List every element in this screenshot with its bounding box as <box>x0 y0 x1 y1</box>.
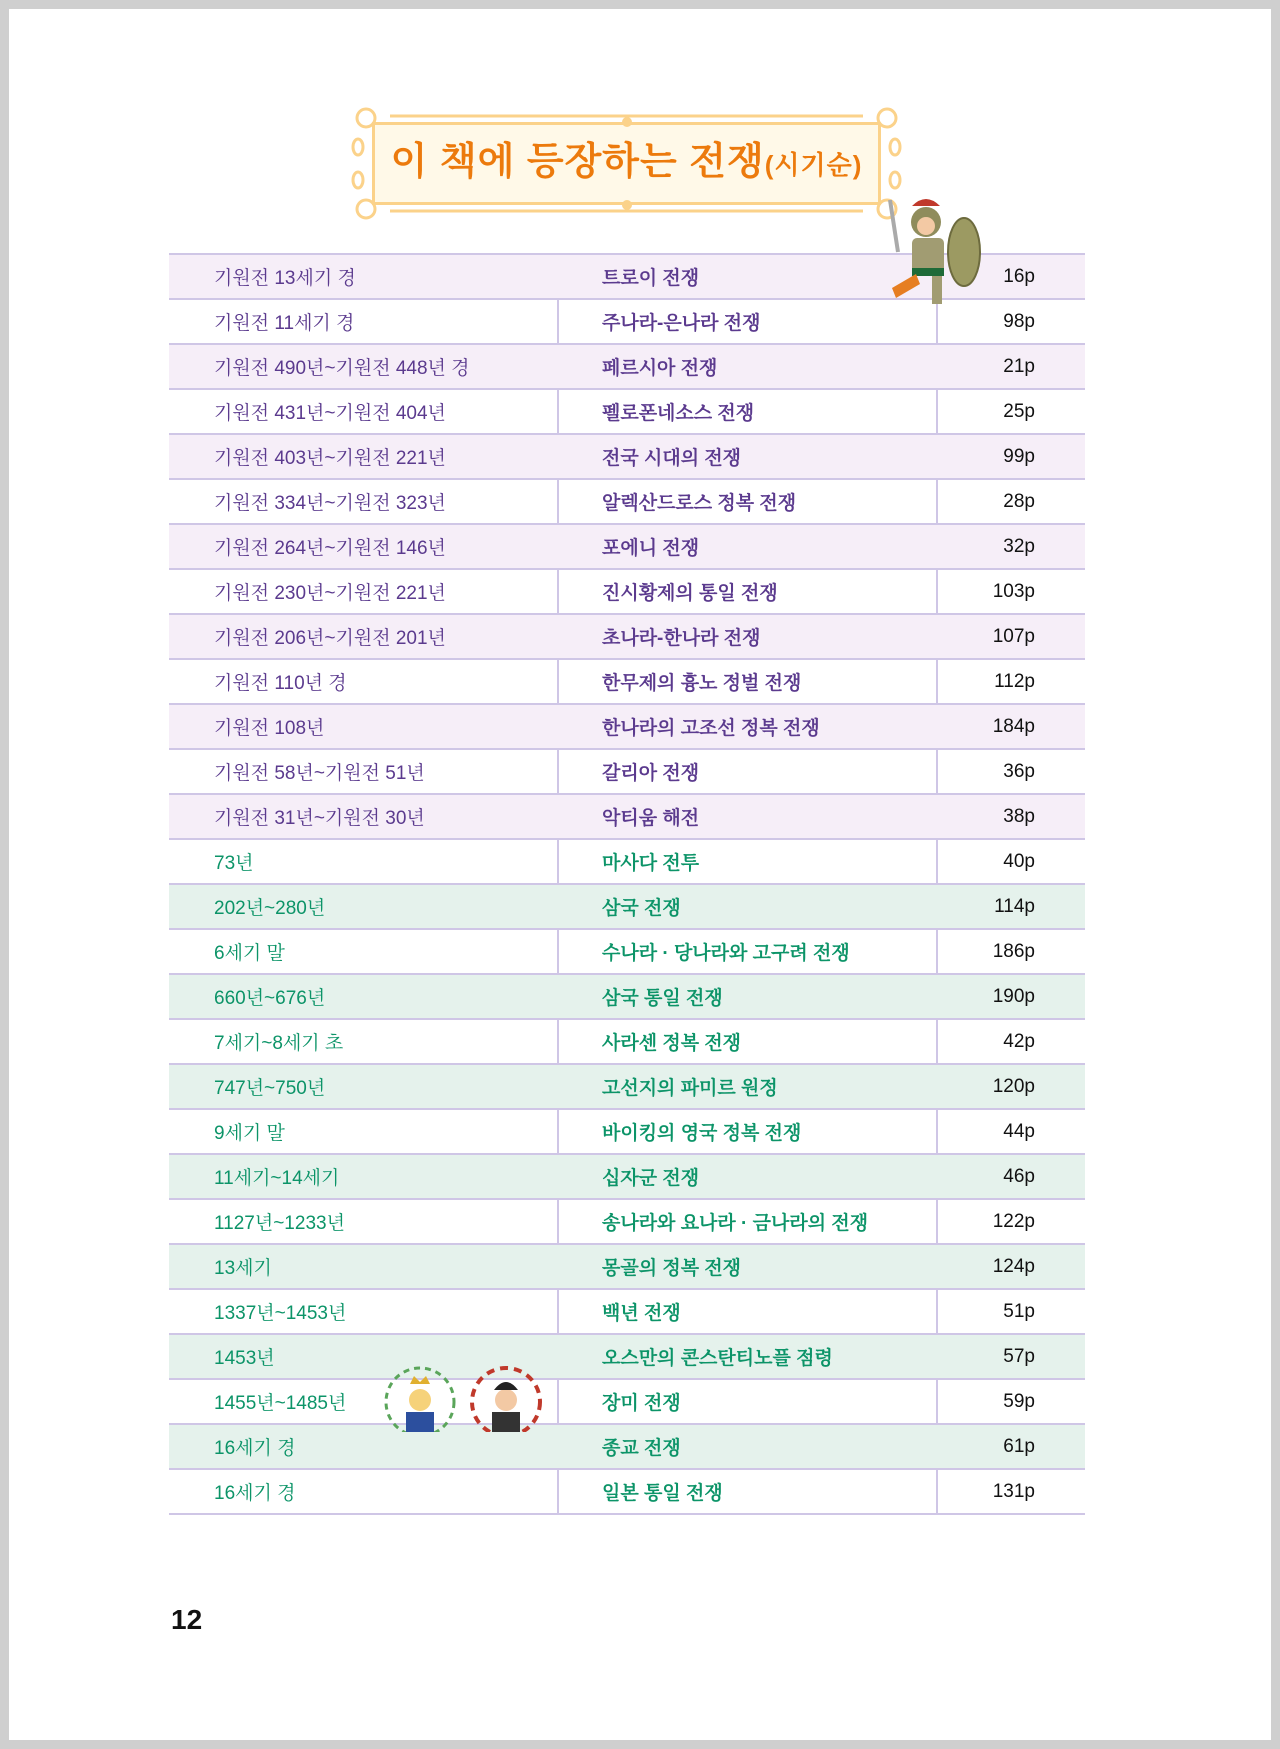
table-row <box>169 1065 1085 1110</box>
page-ref-cell: 51p <box>1003 1300 1035 1322</box>
war-name-cell: 마사다 전투 <box>602 853 700 874</box>
page-number: 12 <box>171 1604 203 1635</box>
period-cell: 1337년~1453년 <box>214 1303 347 1324</box>
page-ref-cell: 184p <box>992 715 1035 737</box>
period-cell: 기원전 490년~기원전 448년 경 <box>214 358 470 379</box>
period-cell: 11세기~14세기 <box>214 1168 340 1189</box>
war-timeline-table <box>169 253 1085 1515</box>
page-ref-cell: 25p <box>1003 400 1035 422</box>
table-row <box>169 1110 1085 1155</box>
table-row <box>169 705 1085 750</box>
page-ref-cell: 99p <box>1003 445 1035 467</box>
page-ref-cell: 131p <box>992 1480 1035 1502</box>
war-name-cell: 진시황제의 통일 전쟁 <box>602 583 778 604</box>
page-ref-cell: 61p <box>1003 1435 1035 1457</box>
war-name-cell: 펠로폰네소스 전쟁 <box>602 403 755 424</box>
page-ref-cell: 21p <box>1003 355 1035 377</box>
table-row <box>169 570 1085 615</box>
period-cell: 기원전 206년~기원전 201년 <box>214 628 446 649</box>
period-cell: 9세기 말 <box>214 1123 285 1144</box>
war-name-cell: 오스만의 콘스탄티노플 점령 <box>602 1348 833 1369</box>
table-row <box>169 885 1085 930</box>
war-name-cell: 삼국 통일 전쟁 <box>602 988 723 1009</box>
table-row <box>169 390 1085 435</box>
page-ref-cell: 114p <box>994 895 1035 917</box>
war-name-cell: 페르시아 전쟁 <box>602 358 718 379</box>
war-name-cell: 백년 전쟁 <box>602 1303 681 1324</box>
period-cell: 13세기 <box>214 1258 272 1279</box>
table-row <box>169 1290 1085 1335</box>
page-ref-cell: 98p <box>1003 310 1035 332</box>
page-ref-cell: 107p <box>992 625 1035 647</box>
page-title: 이 책에 등장하는 전쟁(시기순) <box>390 141 863 183</box>
table-row <box>169 435 1085 480</box>
period-cell: 16세기 경 <box>214 1483 296 1504</box>
table-row <box>169 930 1085 975</box>
period-cell: 1127년~1233년 <box>214 1213 345 1234</box>
period-cell: 기원전 13세기 경 <box>214 268 356 289</box>
war-name-cell: 바이킹의 영국 정복 전쟁 <box>602 1123 802 1144</box>
period-cell: 73년 <box>214 853 254 874</box>
war-name-cell: 전국 시대의 전쟁 <box>602 448 742 469</box>
period-cell: 기원전 108년 <box>214 718 325 739</box>
period-cell: 기원전 264년~기원전 146년 <box>214 538 446 559</box>
wars-of-the-roses-illustration-icon <box>380 1360 550 1432</box>
war-name-cell: 십자군 전쟁 <box>602 1168 700 1189</box>
table-row <box>169 1155 1085 1200</box>
page-ref-cell: 46p <box>1003 1165 1035 1187</box>
period-cell: 202년~280년 <box>214 898 326 919</box>
war-name-cell: 고선지의 파미르 원정 <box>602 1078 778 1099</box>
page-ref-cell: 190p <box>992 985 1035 1007</box>
period-cell: 1455년~1485년 <box>214 1393 347 1414</box>
period-cell: 기원전 431년~기원전 404년 <box>214 403 446 424</box>
period-cell: 기원전 230년~기원전 221년 <box>214 583 446 604</box>
page-ref-cell: 36p <box>1003 760 1035 782</box>
war-name-cell: 악티움 해전 <box>602 808 700 829</box>
title-banner <box>350 102 903 225</box>
war-name-cell: 장미 전쟁 <box>602 1393 681 1414</box>
page-ref-cell: 40p <box>1003 850 1035 872</box>
period-cell: 16세기 경 <box>214 1438 296 1459</box>
page-ref-cell: 44p <box>1003 1120 1035 1142</box>
period-cell: 기원전 58년~기원전 51년 <box>214 763 425 784</box>
period-cell: 660년~676년 <box>214 988 326 1009</box>
war-name-cell: 트로이 전쟁 <box>602 268 700 289</box>
war-name-cell: 알렉산드로스 정복 전쟁 <box>602 493 797 514</box>
war-name-cell: 포에니 전쟁 <box>602 538 700 559</box>
page-ref-cell: 57p <box>1003 1345 1035 1367</box>
table-row <box>169 975 1085 1020</box>
page-ref-cell: 120p <box>992 1075 1035 1097</box>
table-row <box>169 480 1085 525</box>
page-ref-cell: 28p <box>1003 490 1035 512</box>
war-name-cell: 주나라-은나라 전쟁 <box>602 313 761 334</box>
war-name-cell: 삼국 전쟁 <box>602 898 681 919</box>
war-name-cell: 초나라-한나라 전쟁 <box>602 628 761 649</box>
period-cell: 6세기 말 <box>214 943 285 964</box>
table-row <box>169 660 1085 705</box>
table-row <box>169 525 1085 570</box>
table-row <box>169 345 1085 390</box>
period-cell: 기원전 31년~기원전 30년 <box>214 808 425 829</box>
table-row <box>169 1020 1085 1065</box>
table-row <box>169 795 1085 840</box>
table-row <box>169 1200 1085 1245</box>
page-ref-cell: 42p <box>1003 1030 1035 1052</box>
period-cell: 기원전 403년~기원전 221년 <box>214 448 446 469</box>
period-cell: 747년~750년 <box>214 1078 326 1099</box>
table-row <box>169 1470 1085 1515</box>
page-ref-cell: 103p <box>992 580 1035 602</box>
roman-warrior-illustration-icon <box>872 192 982 322</box>
table-row <box>169 840 1085 885</box>
table-row <box>169 750 1085 795</box>
page-ref-cell: 124p <box>992 1255 1035 1277</box>
period-cell: 기원전 334년~기원전 323년 <box>214 493 446 514</box>
table-row <box>169 1425 1085 1470</box>
period-cell: 기원전 110년 경 <box>214 673 347 694</box>
period-cell: 1453년 <box>214 1348 275 1369</box>
war-name-cell: 한나라의 고조선 정복 전쟁 <box>602 718 820 739</box>
page-ref-cell: 38p <box>1003 805 1035 827</box>
page-ref-cell: 16p <box>1003 265 1035 287</box>
table-row <box>169 615 1085 660</box>
war-name-cell: 사라센 정복 전쟁 <box>602 1033 742 1054</box>
war-name-cell: 종교 전쟁 <box>602 1438 681 1459</box>
war-name-cell: 일본 통일 전쟁 <box>602 1483 723 1504</box>
page-ref-cell: 122p <box>992 1210 1035 1232</box>
period-cell: 기원전 11세기 경 <box>214 313 355 334</box>
table-row <box>169 1245 1085 1290</box>
war-name-cell: 몽골의 정복 전쟁 <box>602 1258 742 1279</box>
war-name-cell: 한무제의 흉노 정벌 전쟁 <box>602 673 802 694</box>
page-ref-cell: 112p <box>994 670 1035 692</box>
war-name-cell: 송나라와 요나라 · 금나라의 전쟁 <box>602 1213 869 1234</box>
war-name-cell: 갈리아 전쟁 <box>602 763 700 784</box>
page-ref-cell: 59p <box>1003 1390 1035 1412</box>
page-ref-cell: 32p <box>1003 535 1035 557</box>
table-row <box>169 1380 1085 1425</box>
table-row <box>169 1335 1085 1380</box>
war-name-cell: 수나라 · 당나라와 고구려 전쟁 <box>602 943 850 964</box>
page-ref-cell: 186p <box>992 940 1035 962</box>
period-cell: 7세기~8세기 초 <box>214 1033 344 1054</box>
